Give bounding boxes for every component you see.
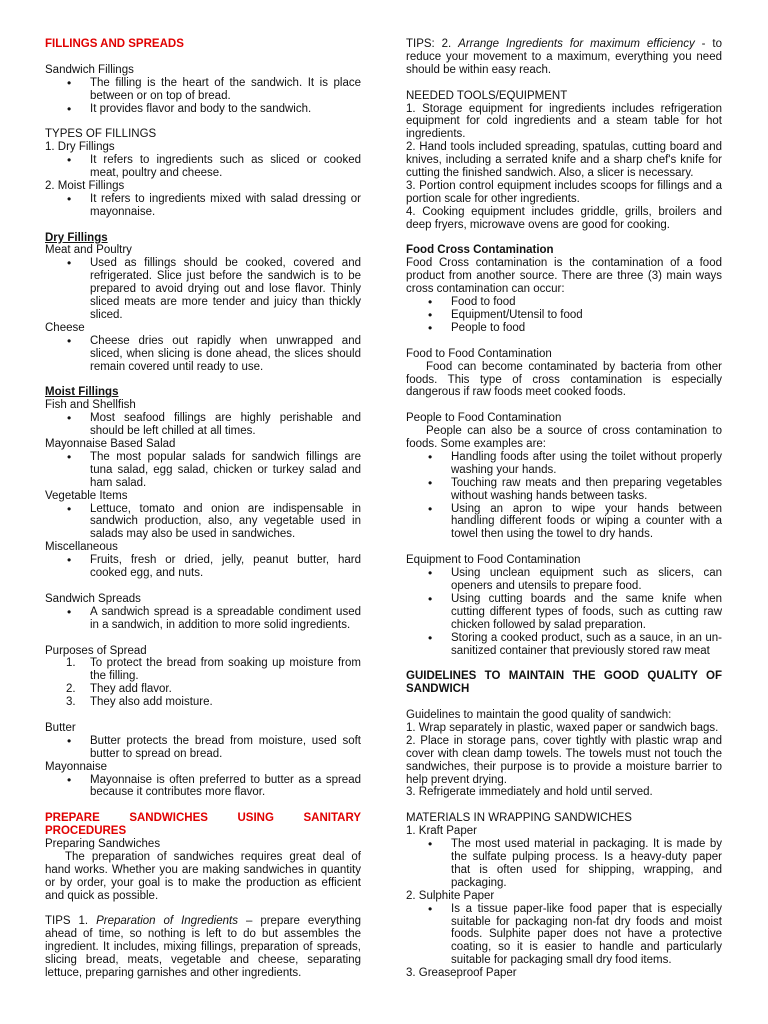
tools-heading: NEEDED TOOLS/EQUIPMENT xyxy=(406,89,568,102)
equipment-to-food-list xyxy=(406,567,722,657)
list-item: • Using cutting boards and the same knife when cutting different types of foods, such as cutting raw chicken followed by salad preparation. xyxy=(451,593,722,632)
guidelines-item: 1. Wrap separately in plastic, waxed paper or sandwich bags. xyxy=(406,721,719,734)
mayonnaise-list xyxy=(45,774,361,800)
purposes-label: Purposes of Spread xyxy=(45,644,147,657)
fish-list xyxy=(45,412,361,438)
list-item: • Storing a cooked product, such as a sauce, in an un-sanitized container that previously stored raw meat xyxy=(451,632,722,658)
tips2-rest: - to reduce your movement to a maximum, everything you need should be within easy reach. xyxy=(406,38,722,76)
item-text: They also add moisture. xyxy=(90,696,213,709)
preparing-label: Preparing Sandwiches xyxy=(45,838,161,851)
moist-fillings-heading: Moist Fillings xyxy=(45,386,119,399)
people-to-food-list xyxy=(406,451,722,541)
guidelines-heading: GUIDELINES TO MAINTAIN THE GOOD QUALITY OF SANDWICH xyxy=(406,670,722,696)
list-item: • Cheese dries out rapidly when unwrapped and sliced, when slicing is done ahead, the slices should remain covered until ready to use. xyxy=(90,335,361,374)
meat-label: Meat and Poultry xyxy=(45,244,132,257)
list-item: • Food to food xyxy=(451,296,722,309)
people-to-food-paragraph: People can also be a source of cross contamination to foods. Some examples are: xyxy=(406,425,722,451)
item-number: 2. xyxy=(66,683,76,696)
butter-list xyxy=(45,735,361,761)
list-item: • Using an apron to wipe your hands between handling different foods or wiping a counter with a towel then using the towel to dry hands. xyxy=(451,503,722,542)
fish-label: Fish and Shellfish xyxy=(45,399,136,412)
list-item: • People to food xyxy=(451,322,722,335)
cross-contamination-list xyxy=(406,296,722,335)
food-to-food-label: Food to Food Contamination xyxy=(406,347,552,360)
greaseproof-label: 3. Greaseproof Paper xyxy=(406,967,517,980)
sandwich-fillings-list xyxy=(45,77,361,116)
guidelines-item: 2. Place in storage pans, cover tightly with plastic wrap and cover with clean damp towels. The towels must not touch the sandwiches, their purpose is to provide a moisture barrier to help prevent drying. xyxy=(406,734,722,786)
tips2-paragraph xyxy=(406,38,722,77)
misc-list xyxy=(45,554,361,580)
dry-fillings-list xyxy=(45,154,361,180)
tips1-italic: Preparation of Ingredients xyxy=(96,915,238,928)
list-item: • It refers to ingredients such as sliced or cooked meat, poultry and cheese. xyxy=(90,154,361,180)
list-item: • Touching raw meats and then preparing vegetables without washing hands between tasks. xyxy=(451,477,722,503)
list-item: • It refers to ingredients mixed with salad dressing or mayonnaise. xyxy=(90,193,361,219)
list-item: • A sandwich spread is a spreadable condiment used in a sandwich, in addition to more solid ingredients. xyxy=(90,606,361,632)
kraft-list xyxy=(406,838,722,890)
purposes-list xyxy=(45,657,361,709)
list-item: • Mayonnaise is often preferred to butter as a spread because it contributes more flavor. xyxy=(90,774,361,800)
tools-item: 3. Portion control equipment includes scoops for fillings and a portion scale for other ingredients. xyxy=(406,179,722,205)
spreads-label: Sandwich Spreads xyxy=(45,592,141,605)
list-item: • Is a tissue paper-like food paper that is especially suitable for packaging non-fat dry foods and moist foods. Sulphite paper does not have a protective coating, so it is easier to handle and particularly suitable for packaging small dry food items. xyxy=(451,903,722,968)
sulphite-label: 2. Sulphite Paper xyxy=(406,889,495,902)
kraft-label: 1. Kraft Paper xyxy=(406,825,477,838)
tips1-paragraph xyxy=(45,915,361,980)
types-heading: TYPES OF FILLINGS xyxy=(45,128,157,141)
list-item: • It provides flavor and body to the sandwich. xyxy=(90,103,361,116)
mayonnaise-label: Mayonnaise xyxy=(45,760,108,773)
list-item: • Most seafood fillings are highly perishable and should be left chilled at all times. xyxy=(90,412,361,438)
list-item xyxy=(66,696,361,709)
vegetable-label: Vegetable Items xyxy=(45,489,128,502)
cheese-list xyxy=(45,335,361,374)
dry-fillings-heading: Dry Fillings xyxy=(45,231,108,244)
tips1-prefix: TIPS 1. xyxy=(45,915,97,928)
moist-fillings-item: 2. Moist Fillings xyxy=(45,179,125,192)
list-item xyxy=(66,657,361,683)
list-item: • The most used material in packaging. It is made by the sulfate pulping process. Is a heavy-duty paper that is often used for shipping, wrapping, and packaging. xyxy=(451,838,722,890)
mayo-salad-list xyxy=(45,451,361,490)
item-text: They add flavor. xyxy=(90,683,172,696)
tips1-rest: – prepare everything ahead of time, so nothing is left to do but assembles the ingredient. It includes, mixing fillings, preparation of spreads, slicing bread, meats, vegetable and cheese, separating lettuce, preparing garnishes and other ingredients. xyxy=(45,915,361,980)
list-item xyxy=(66,683,361,696)
guidelines-intro: Guidelines to maintain the good quality of sandwich: xyxy=(406,709,672,722)
list-item: • The filling is the heart of the sandwich. It is place between or on top of bread. xyxy=(90,77,361,103)
cheese-label: Cheese xyxy=(45,321,85,334)
tips2-prefix: TIPS: 2. xyxy=(406,38,459,50)
preparing-paragraph: The preparation of sandwiches requires great deal of hand works. Whether you are making sandwiches in quantity or by order, your goal is to make the production as efficient and quick as possible. xyxy=(45,850,361,902)
list-item: • Lettuce, tomato and onion are indispensable in sandwich production, also, any vegetable used in salads may also be used in sandwiches. xyxy=(90,503,361,542)
tools-item: 2. Hand tools included spreading, spatulas, cutting board and knives, including a serrated knife and a sharp chef's knife for cutting the finished sandwich. Also, a slicer is necessary. xyxy=(406,141,722,180)
people-to-food-label: People to Food Contamination xyxy=(406,412,562,425)
meat-list xyxy=(45,257,361,322)
left-column xyxy=(45,38,361,980)
mayo-salad-label: Mayonnaise Based Salad xyxy=(45,438,176,451)
list-item: • Using unclean equipment such as slicers, can openers and utensils to prepare food. xyxy=(451,567,722,593)
butter-label: Butter xyxy=(45,721,76,734)
misc-label: Miscellaneous xyxy=(45,541,118,554)
sulphite-list xyxy=(406,903,722,968)
dry-fillings-item: 1. Dry Fillings xyxy=(45,141,115,154)
moist-fillings-list xyxy=(45,193,361,219)
tools-item: 1. Storage equipment for ingredients includes refrigeration equipment for cold ingredients and a steam table for hot ingredients. xyxy=(406,102,722,141)
list-item: • Equipment/Utensil to food xyxy=(451,309,722,322)
list-item: • Fruits, fresh or dried, jelly, peanut butter, hard cooked egg, and nuts. xyxy=(90,554,361,580)
item-number: 1. xyxy=(66,657,76,670)
cross-contamination-paragraph: Food Cross contamination is the contamination of a food product from another source. There are three (3) main ways cross contamination can occur: xyxy=(406,257,722,296)
food-to-food-paragraph: Food can become contaminated by bacteria from other foods. This type of cross contamination is especially dangerous if raw foods meet cooked foods. xyxy=(406,360,722,399)
list-item: • Used as fillings should be cooked, covered and refrigerated. Slice just before the sandwich is to be prepared to avoid drying out and lose flavor. Thinly sliced meats are more tender and juicy than thickly sliced. xyxy=(90,257,361,322)
item-number: 3. xyxy=(66,696,76,709)
tools-item: 4. Cooking equipment includes griddle, grills, broilers and deep fryers, microwave ovens are good for cooking. xyxy=(406,205,722,231)
list-item: • The most popular salads for sandwich fillings are tuna salad, egg salad, chicken or turkey salad and ham salad. xyxy=(90,451,361,490)
list-item: • Butter protects the bread from moisture, used soft butter to spread on bread. xyxy=(90,735,361,761)
sandwich-fillings-label: Sandwich Fillings xyxy=(45,63,134,76)
equipment-to-food-label: Equipment to Food Contamination xyxy=(406,554,581,567)
item-text: To protect the bread from soaking up moisture from the filling. xyxy=(90,657,361,683)
list-item: • Handling foods after using the toilet without properly washing your hands. xyxy=(451,451,722,477)
page-title: FILLINGS AND SPREADS xyxy=(45,38,184,50)
guidelines-item: 3. Refrigerate immediately and hold until served. xyxy=(406,786,653,799)
vegetable-list xyxy=(45,503,361,542)
tips2-italic: Arrange Ingredients for maximum efficiency xyxy=(458,38,695,50)
cross-contamination-heading: Food Cross Contamination xyxy=(406,244,554,257)
prepare-heading: PREPARE SANDWICHES USING SANITARY PROCEDURES xyxy=(45,812,361,838)
right-column xyxy=(406,38,722,980)
spreads-list xyxy=(45,606,361,632)
materials-heading: MATERIALS IN WRAPPING SANDWICHES xyxy=(406,812,632,825)
